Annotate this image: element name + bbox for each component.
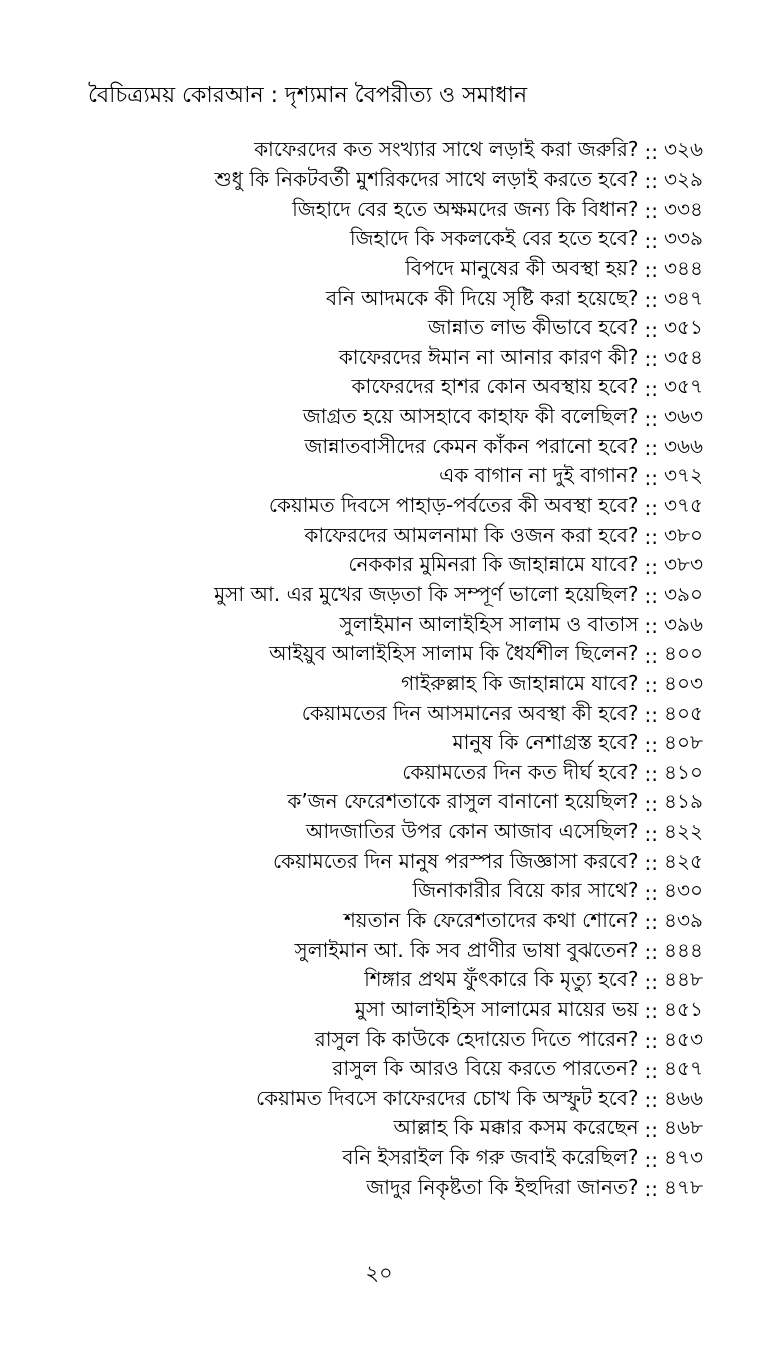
toc-entry-title: বনি ইসরাইল কি গরু জবাই করেছিল? — [342, 1145, 639, 1170]
toc-entry — [214, 344, 708, 374]
toc-separator: :: — [644, 851, 658, 876]
toc-separator: :: — [644, 791, 658, 816]
toc-entry-title: মুসা আলাইহিস সালামের মায়ের ভয় — [354, 996, 639, 1021]
toc-entry-page: ৪২২ — [664, 819, 703, 844]
toc-entry-page: ৪৭৩ — [664, 1145, 703, 1170]
toc-entry-title: সুলাইমান আ. কি সব প্রাণীর ভাষা বুঝতেন? — [294, 937, 639, 962]
toc-entry — [214, 285, 708, 315]
toc-entry-title: জান্নাত লাভ কীভাবে হবে? — [428, 315, 639, 340]
toc-entry-page: ৪৬৬ — [664, 1085, 703, 1110]
toc-entry-page: ৩৪৭ — [664, 285, 703, 310]
toc-entry-title: জাদুর নিকৃষ্টতা কি ইহুদিরা জানত? — [366, 1174, 639, 1199]
toc-entry-page: ৩৯০ — [664, 581, 703, 606]
toc-entry — [214, 226, 708, 256]
toc-entry — [214, 1174, 708, 1204]
toc-entry-page: ৩৫৪ — [664, 344, 703, 369]
toc-entry — [214, 641, 708, 671]
toc-entry-title: কেয়ামতের দিন মানুষ পরস্পর জিজ্ঞাসা করবে? — [272, 848, 639, 873]
toc-separator: :: — [644, 554, 658, 579]
toc-entry-page: ৩৪৪ — [664, 255, 703, 280]
toc-separator: :: — [644, 999, 658, 1024]
table-of-contents — [214, 137, 708, 1204]
toc-entry-title: আদজাতির উপর কোন আজাব এসেছিল? — [305, 819, 639, 844]
toc-separator: :: — [644, 436, 658, 461]
toc-entry-page: ৪০৮ — [664, 730, 703, 755]
toc-entry-page: ৪০৫ — [664, 700, 703, 725]
toc-entry-title: জান্নাতবাসীদের কেমন কাঁকন পরানো হবে? — [304, 433, 639, 458]
toc-entry — [214, 433, 708, 463]
toc-entry — [214, 759, 708, 789]
toc-entry-title: এক বাগান না দুই বাগান? — [439, 463, 639, 488]
toc-entry — [214, 937, 708, 967]
running-header: বৈচিত্র্যময় কোরআন : দৃশ্যমান বৈপরীত্য ও সমাধান — [88, 83, 528, 108]
toc-entry-title: সুলাইমান আলাইহিস সালাম ও বাতাস — [339, 611, 639, 636]
toc-entry-title: কাফেরদের কত সংখ্যার সাথে লড়াই করা জরুরি? — [254, 137, 639, 162]
toc-entry — [214, 819, 708, 849]
toc-separator: :: — [644, 762, 658, 787]
toc-entry — [214, 256, 708, 286]
toc-entry-page: ৪১০ — [664, 759, 703, 784]
toc-entry-page: ৩৩৯ — [664, 226, 703, 251]
toc-entry-page: ৪৪৮ — [664, 967, 703, 992]
toc-entry — [214, 582, 708, 612]
toc-entry-page: ৪২৫ — [664, 848, 703, 873]
toc-entry-title: আইয়ুব আলাইহিস সালাম কি ধৈর্যশীল ছিলেন? — [269, 641, 639, 666]
toc-entry-page: ৩২৯ — [664, 166, 703, 191]
toc-separator: :: — [644, 643, 658, 668]
toc-separator: :: — [644, 288, 658, 313]
toc-entry-page: ৩৫৭ — [664, 374, 703, 399]
toc-separator: :: — [644, 614, 658, 639]
toc-separator: :: — [644, 406, 658, 431]
toc-entry — [214, 1056, 708, 1086]
toc-entry-page: ৪৩৯ — [664, 907, 703, 932]
toc-separator: :: — [644, 465, 658, 490]
toc-entry-title: মুসা আ. এর মুখের জড়তা কি সম্পূর্ণ ভালো হয়েছিল? — [214, 581, 639, 606]
toc-separator: :: — [644, 969, 658, 994]
toc-entry-page: ৪৩০ — [664, 878, 703, 903]
toc-entry — [214, 789, 708, 819]
toc-entry-title: শয়তান কি ফেরেশতাদের কথা শোনে? — [343, 907, 639, 932]
toc-entry — [214, 167, 708, 197]
toc-entry — [214, 137, 708, 167]
toc-entry — [214, 463, 708, 493]
toc-entry — [214, 404, 708, 434]
toc-entry-page: ৩৭২ — [664, 463, 704, 488]
toc-entry — [214, 967, 708, 997]
toc-entry-page: ৪১৯ — [664, 789, 703, 814]
toc-entry — [214, 1115, 708, 1145]
toc-entry-title: ক’জন ফেরেশতাকে রাসুল বানানো হয়েছিল? — [287, 789, 639, 814]
toc-separator: :: — [644, 1117, 658, 1142]
toc-separator: :: — [644, 1029, 658, 1054]
toc-entry-title: বিপদে মানুষের কী অবস্থা হয়? — [405, 255, 639, 280]
toc-entry — [214, 196, 708, 226]
toc-entry — [214, 552, 708, 582]
toc-separator: :: — [644, 495, 658, 520]
toc-entry — [214, 878, 708, 908]
toc-separator: :: — [644, 228, 658, 253]
toc-separator: :: — [644, 1177, 658, 1202]
toc-entry-title: কাফেরদের হাশর কোন অবস্থায় হবে? — [351, 374, 639, 399]
toc-entry-title: বনি আদমকে কী দিয়ে সৃষ্টি করা হয়েছে? — [326, 285, 639, 310]
toc-entry — [214, 730, 708, 760]
toc-entry-page: ৩৬৩ — [664, 404, 704, 429]
toc-entry-title: কেয়ামত দিবসে পাহাড়-পর্বতের কী অবস্থা হবে? — [268, 493, 639, 518]
toc-entry-page: ৩৮৩ — [664, 552, 703, 577]
toc-entry — [214, 700, 708, 730]
toc-separator: :: — [644, 199, 658, 224]
toc-entry-title: জিহাদে কি সকলকেই বের হতে হবে? — [349, 226, 639, 251]
toc-entry-title: কাফেরদের আমলনামা কি ওজন করা হবে? — [304, 522, 639, 547]
toc-separator: :: — [644, 1147, 658, 1172]
toc-entry-page: ৪৫১ — [664, 996, 703, 1021]
toc-separator: :: — [644, 821, 658, 846]
toc-separator: :: — [644, 139, 658, 164]
toc-separator: :: — [644, 702, 658, 727]
toc-entry — [214, 493, 708, 523]
toc-entry-page: ৪৫৩ — [664, 1026, 703, 1051]
toc-entry-page: ৩৭৫ — [664, 493, 703, 518]
toc-entry — [214, 671, 708, 701]
toc-entry-title: জাগ্রত হয়ে আসহাবে কাহাফ কী বলেছিল? — [302, 404, 639, 429]
toc-entry-title: রাসুল কি আরও বিয়ে করতে পারতেন? — [332, 1056, 639, 1081]
toc-separator: :: — [644, 1088, 658, 1113]
toc-separator: :: — [644, 940, 658, 965]
toc-entry — [214, 1145, 708, 1175]
toc-entry-title: কেয়ামত দিবসে কাফেরদের চোখ কি অস্ফুট হবে? — [256, 1085, 639, 1110]
toc-separator: :: — [644, 258, 658, 283]
toc-entry-title: আল্লাহ কি মক্কার কসম করেছেন — [393, 1115, 639, 1140]
toc-entry — [214, 997, 708, 1027]
toc-entry-title: গাইরুল্লাহ কি জাহান্নামে যাবে? — [401, 670, 639, 695]
toc-entry — [214, 522, 708, 552]
toc-entry — [214, 374, 708, 404]
toc-entry-page: ৩৫১ — [664, 315, 703, 340]
toc-entry-title: নেককার মুমিনরা কি জাহান্নামে যাবে? — [348, 552, 639, 577]
toc-entry-page: ৪৪৪ — [664, 937, 703, 962]
toc-separator: :: — [644, 880, 658, 905]
toc-entry-page: ৪৭৮ — [664, 1174, 703, 1199]
toc-separator: :: — [644, 732, 658, 757]
toc-entry-page: ৩৮০ — [664, 522, 703, 547]
toc-separator: :: — [644, 317, 658, 342]
toc-entry-title: রাসুল কি কাউকে হেদায়েত দিতে পারেন? — [314, 1026, 639, 1051]
toc-separator: :: — [644, 584, 658, 609]
toc-entry-title: কাফেরদের ঈমান না আনার কারণ কী? — [338, 344, 639, 369]
toc-entry — [214, 611, 708, 641]
toc-entry-page: ৩২৬ — [664, 137, 704, 162]
toc-entry — [214, 908, 708, 938]
toc-entry-title: কেয়ামতের দিন আসমানের অবস্থা কী হবে? — [301, 700, 639, 725]
toc-separator: :: — [644, 347, 658, 372]
toc-separator: :: — [644, 1058, 658, 1083]
toc-entry — [214, 315, 708, 345]
toc-separator: :: — [644, 169, 658, 194]
toc-entry — [214, 1026, 708, 1056]
toc-entry-page: ৩৬৬ — [664, 433, 704, 458]
toc-entry-title: জিনাকারীর বিয়ে কার সাথে? — [412, 878, 639, 903]
toc-entry-title: মানুষ কি নেশাগ্রস্ত হবে? — [452, 730, 639, 755]
toc-entry-title: শিঙ্গার প্রথম ফুঁৎকারে কি মৃত্যু হবে? — [364, 967, 639, 992]
page-number: ২০ — [365, 1261, 393, 1285]
toc-separator: :: — [644, 376, 658, 401]
toc-separator: :: — [644, 525, 658, 550]
toc-entry-page: ৪০৩ — [664, 670, 703, 695]
toc-entry-title: কেয়ামতের দিন কত দীর্ঘ হবে? — [402, 759, 639, 784]
toc-entry-page: ৩৩৪ — [664, 196, 703, 221]
toc-entry — [214, 1086, 708, 1116]
toc-entry-page: ৪৫৭ — [664, 1056, 703, 1081]
toc-entry-title: শুধু কি নিকটবর্তী মুশরিকদের সাথে লড়াই করতে হবে? — [214, 166, 639, 191]
toc-entry-page: ৪৬৮ — [664, 1115, 703, 1140]
toc-entry-page: ৪০০ — [664, 641, 703, 666]
toc-entry-title: জিহাদে বের হতে অক্ষমদের জন্য কি বিধান? — [292, 196, 639, 221]
toc-separator: :: — [644, 673, 658, 698]
toc-entry-page: ৩৯৬ — [664, 611, 703, 636]
toc-entry — [214, 848, 708, 878]
toc-separator: :: — [644, 910, 658, 935]
